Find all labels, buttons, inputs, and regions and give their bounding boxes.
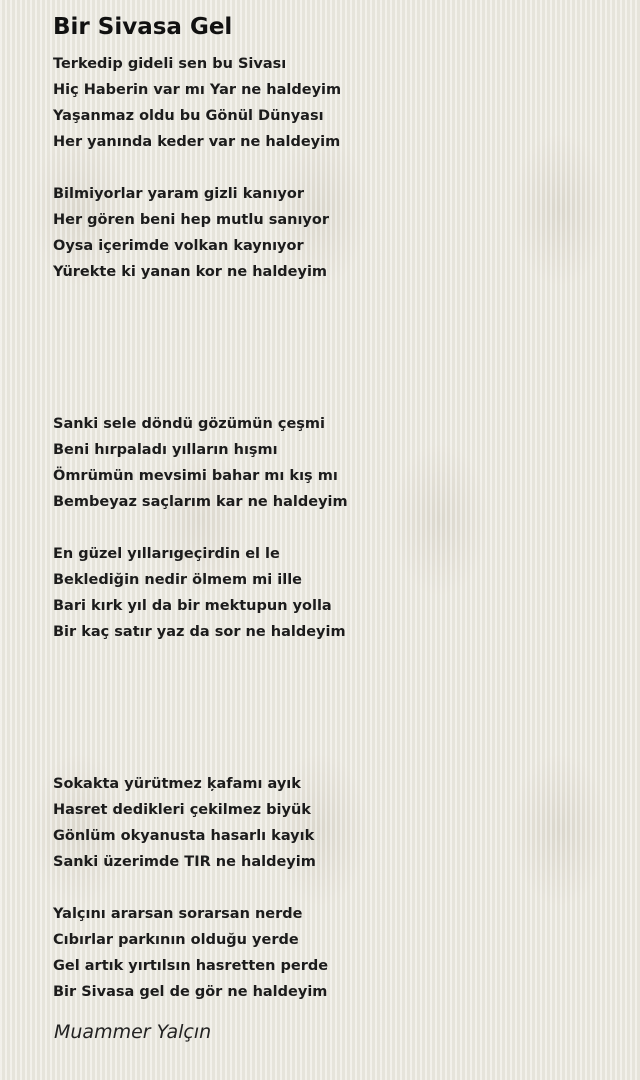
poem-line: Bir kaç satır yaz da sor ne haldeyim [53, 624, 346, 640]
poem-line: Bembeyaz saçlarım kar ne haldeyim [53, 494, 348, 510]
poem-line: Oysa içerimde volkan kaynıyor [53, 238, 304, 254]
poem-line: Sokakta yürütmez ķafamı ayık [53, 776, 301, 792]
poem-line: En güzel yıllarıgeçirdin el le [53, 546, 280, 562]
poem-line: Gönlüm okyanusta hasarlı kayık [53, 828, 315, 844]
poem-line: Yürekte ki yanan kor ne haldeyim [53, 264, 328, 280]
poem-line: Bir Sivasa gel de gör ne haldeyim [53, 984, 328, 1000]
poem-line: Bari kırk yıl da bir mektupun yolla [53, 598, 332, 614]
poem-title: Bir Sivasa Gel [53, 14, 233, 40]
poem-line: Sanki üzerimde TIR ne haldeyim [53, 854, 316, 870]
poem-line: Yaşanmaz oldu bu Gönül Dünyası [53, 108, 324, 124]
poem-line: Beni hırpaladı yılların hışmı [53, 442, 278, 458]
poem-line: Yalçını ararsan sorarsan nerde [53, 906, 303, 922]
poem-line: Her yanında keder var ne haldeyim [53, 134, 341, 150]
poem-line: Bilmiyorlar yaram gizli kanıyor [53, 186, 304, 202]
poem-line: Hiç Haberin var mı Yar ne haldeyim [53, 82, 342, 98]
poem-author: Muammer Yalçın [54, 1021, 212, 1043]
poem-line: Cıbırlar parkının olduğu yerde [53, 932, 299, 948]
poem-line: Terkedip gideli sen bu Sivası [53, 56, 287, 72]
poem-line: Beklediğin nedir ölmem mi ille [53, 572, 303, 588]
poem-line: Gel artık yırtılsın hasretten perde [53, 958, 329, 974]
poem-line: Hasret dedikleri çekilmez biyük [53, 802, 311, 818]
poem-line: Her gören beni hep mutlu sanıyor [53, 212, 329, 228]
poem-line: Sanki sele döndü gözümün çeşmi [53, 416, 325, 432]
poem-line: Ömrümün mevsimi bahar mı kış mı [53, 468, 338, 484]
